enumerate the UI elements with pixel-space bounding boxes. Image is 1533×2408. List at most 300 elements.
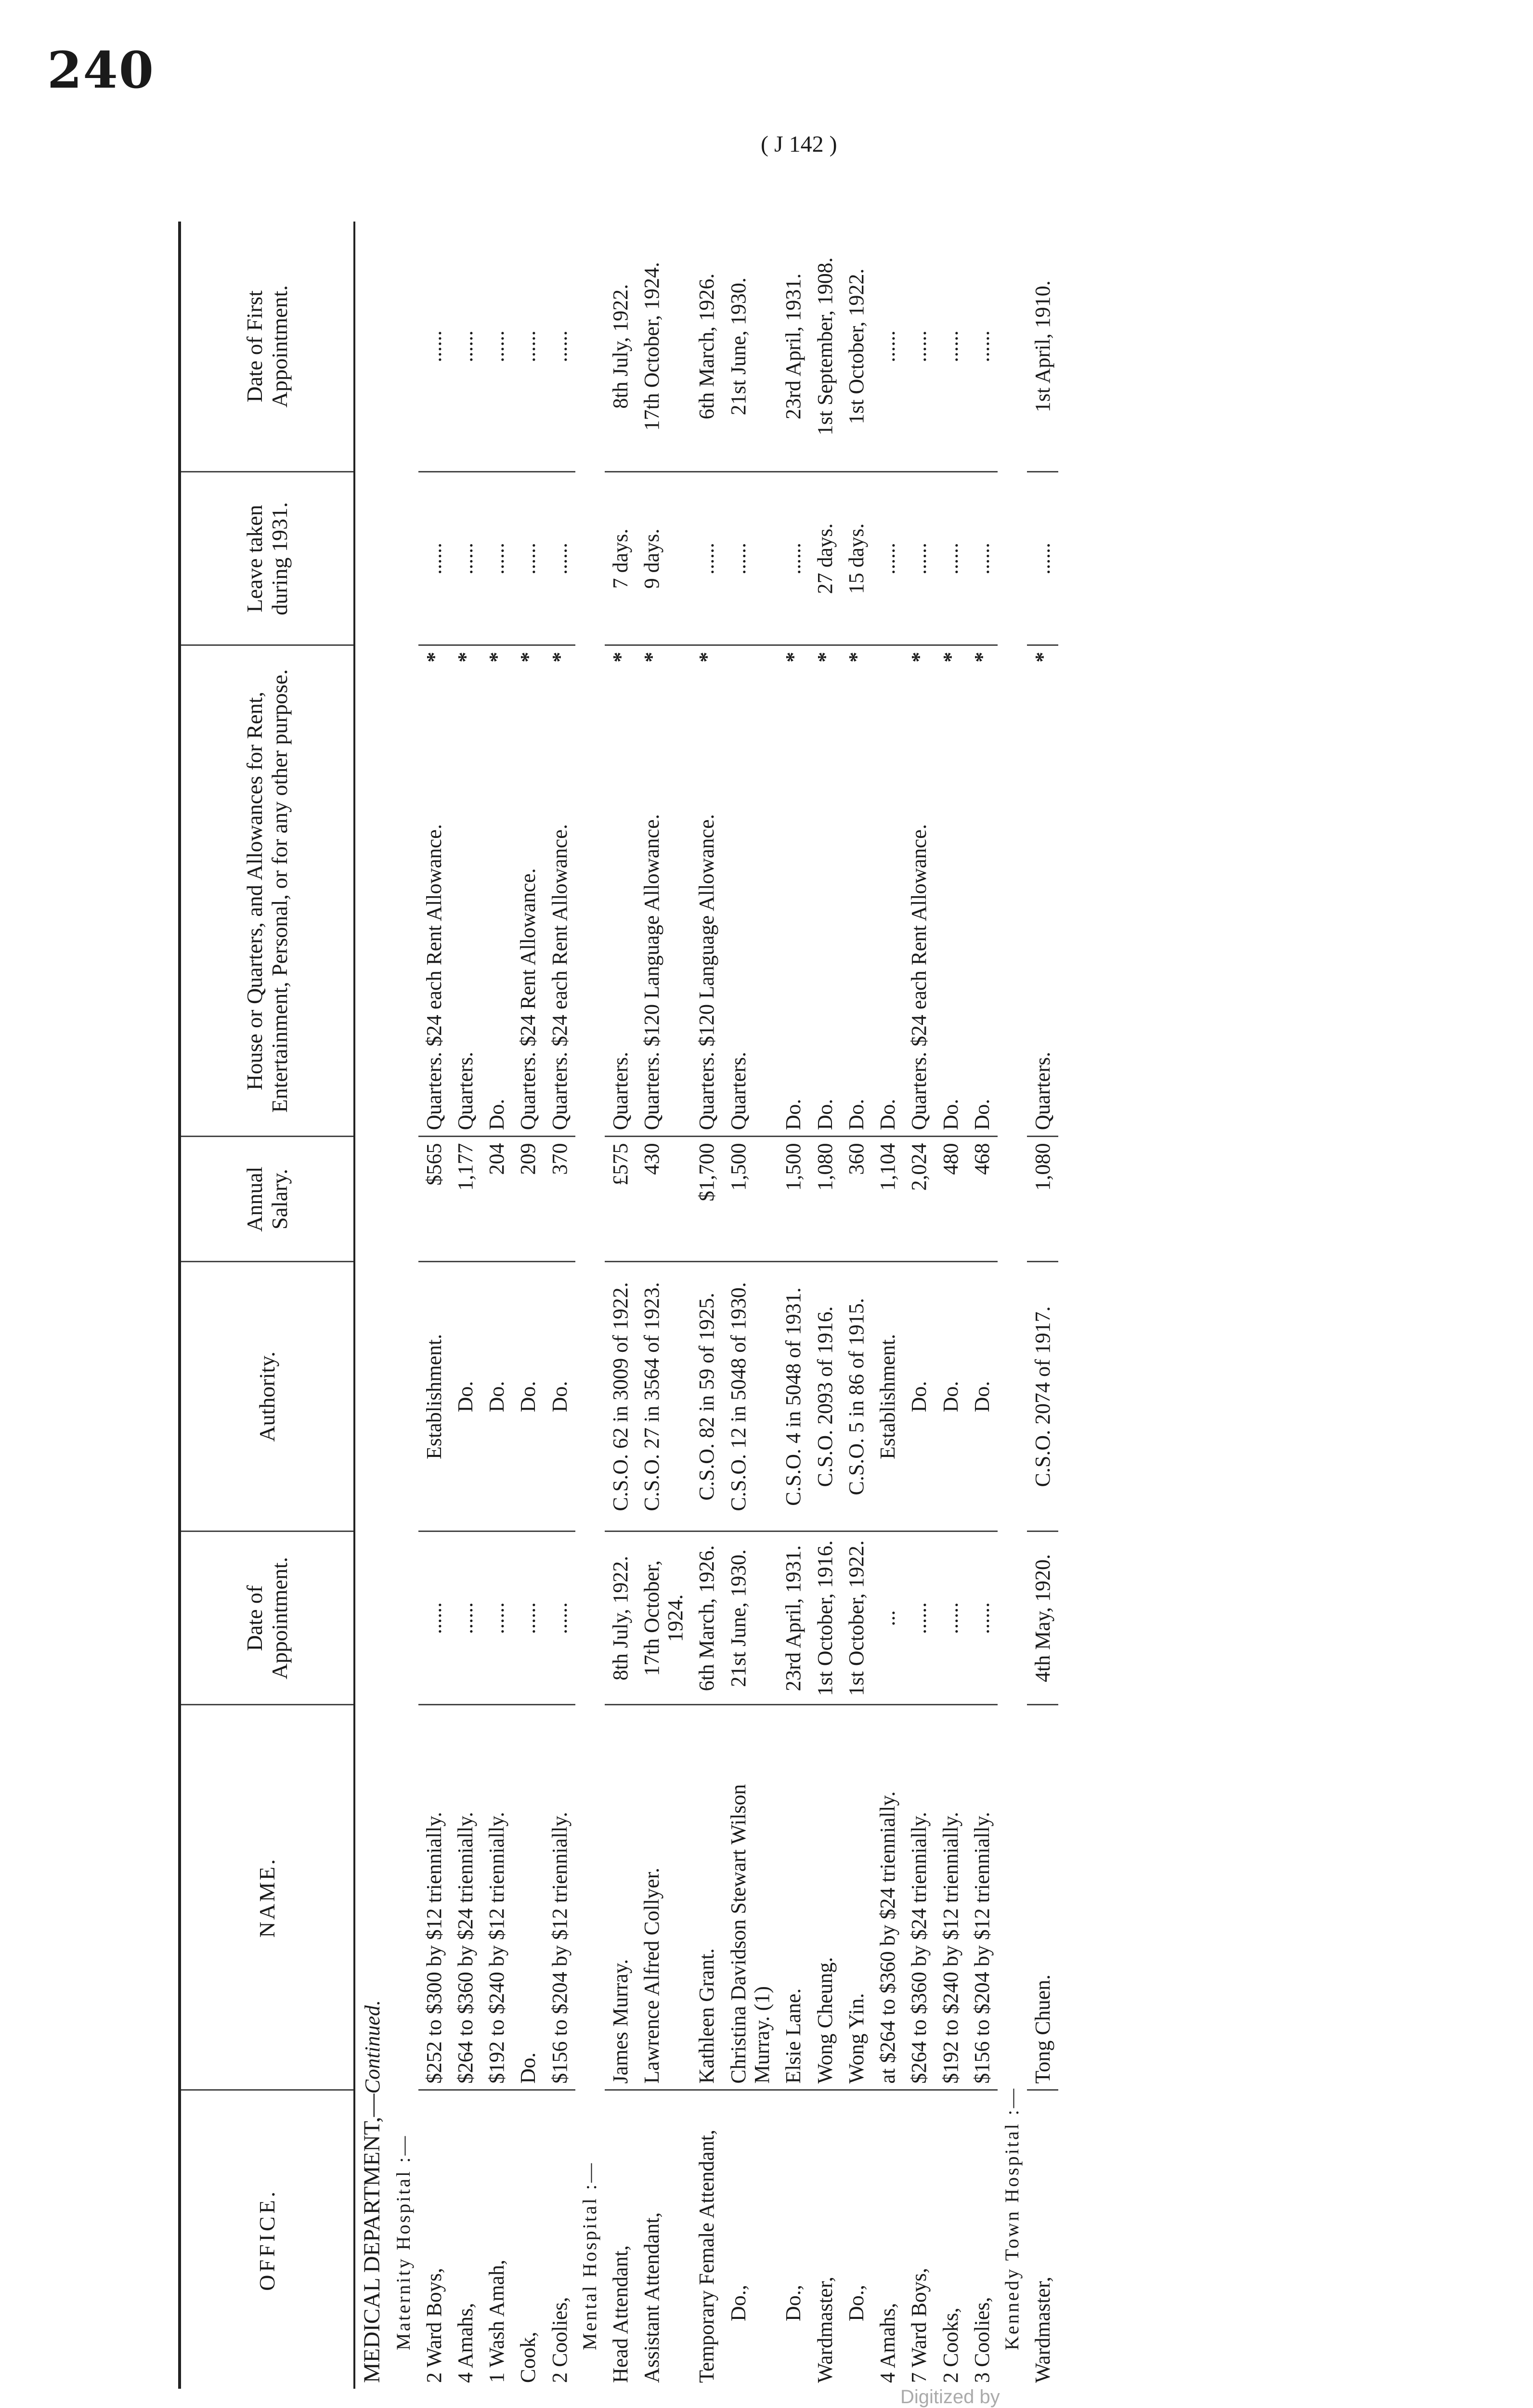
name-cell	[903, 1705, 935, 2090]
authority-cell	[544, 1262, 575, 1531]
section-heading-row	[575, 222, 605, 2389]
name-cell	[512, 1705, 544, 2090]
date-appointment-cell	[481, 1531, 512, 1705]
office-cell-text: 7 Ward Boys,	[907, 2268, 931, 2383]
leave-header: Leave taken during 1931.	[180, 472, 354, 645]
salary-cell	[841, 1137, 872, 1262]
date-appointment-cell-text: 23rd April, 1931.	[781, 1545, 805, 1691]
digitized-label: Digitized by	[900, 2386, 1000, 2408]
allowance-cell-text: Quarters. $24 Rent Allowance.	[516, 868, 540, 1130]
name-cell-text: $192 to $240 by $12 triennially.	[485, 1812, 509, 2084]
salary-cell	[636, 1137, 691, 1262]
office-cell	[966, 2090, 998, 2389]
allowance-cell	[935, 645, 966, 1137]
first-appointment-cell-text: ......	[970, 330, 994, 363]
office-cell-text: 1 Wash Amah,	[485, 2260, 509, 2383]
section-heading-row	[389, 222, 418, 2389]
allowance-cell	[872, 645, 903, 1137]
authority-cell	[691, 1262, 722, 1531]
table-row	[605, 222, 636, 2389]
office-cell	[841, 2090, 872, 2389]
name-header: NAME.	[180, 1705, 354, 2090]
office-cell-text: Do.,	[844, 2285, 868, 2321]
allowance-cell-text: Quarters. $24 each Rent Allowance.	[422, 824, 446, 1130]
date-appointment-cell-text: ......	[422, 1602, 446, 1634]
authority-cell-text: Do.	[970, 1381, 994, 1413]
allowances-header: House or Quarters, and Allowances for Rent, Entertainment, Personal, or for any other purpose.	[180, 645, 354, 1137]
footnote-star: *	[608, 652, 632, 663]
salary-cell	[809, 1137, 841, 1262]
first-appointment-cell	[966, 222, 998, 472]
office-cell-text: Assistant Attendant,	[639, 2212, 663, 2383]
authority-cell	[450, 1262, 481, 1531]
page-reference: ( J 142 )	[761, 131, 837, 157]
leave-cell-text: 9 days.	[639, 528, 663, 589]
authority-cell-text: Do.	[485, 1381, 509, 1413]
salary-cell	[691, 1137, 722, 1262]
allowance-cell-text: Do.	[938, 1099, 962, 1130]
table-row	[966, 222, 998, 2389]
date-appointment-cell	[809, 1531, 841, 1705]
authority-cell-text: C.S.O. 5 in 86 of 1915.	[844, 1298, 868, 1495]
salary-cell-text: 360	[844, 1143, 868, 1175]
salary-cell-text: 1,500	[726, 1143, 750, 1191]
date-appointment-cell	[841, 1531, 872, 1705]
first-appointment-cell	[723, 222, 778, 472]
authority-cell	[809, 1262, 841, 1531]
leave-cell-text: ......	[907, 543, 931, 575]
allowance-cell	[450, 645, 481, 1137]
name-cell	[723, 1705, 778, 2090]
name-cell-text: at $264 to $360 by $24 triennially.	[876, 1791, 900, 2084]
section-heading: Kennedy Town Hospital :—	[1001, 2087, 1023, 2350]
leave-cell	[903, 472, 935, 645]
date-appointment-cell	[778, 1531, 809, 1705]
salary-cell-text: 1,080	[1030, 1143, 1054, 1191]
date-appointment-cell-text: 4th May, 1920.	[1030, 1554, 1054, 1683]
first-appointment-cell	[778, 222, 809, 472]
leave-cell-text: ......	[1030, 543, 1054, 575]
footnote-star: *	[781, 652, 805, 663]
office-cell-text: 3 Coolies,	[970, 2297, 994, 2383]
date-appointment-cell	[903, 1531, 935, 1705]
authority-cell-text: Establishment.	[876, 1334, 900, 1460]
leave-cell-text: ......	[876, 543, 900, 575]
leave-cell	[1027, 472, 1058, 645]
name-cell	[691, 1705, 722, 2090]
allowance-cell	[691, 645, 722, 1137]
allowance-cell	[778, 645, 809, 1137]
first-appointment-cell	[691, 222, 722, 472]
office-cell	[809, 2090, 841, 2389]
leave-cell-text: ......	[726, 543, 750, 575]
allowance-cell-text: Quarters.	[453, 1052, 477, 1130]
authority-cell-text: C.S.O. 62 in 3009 of 1922.	[608, 1282, 632, 1511]
authority-cell	[512, 1262, 544, 1531]
salary-cell	[1027, 1137, 1058, 1262]
date-appointment-cell-text: ......	[970, 1602, 994, 1634]
first-appointment-cell-text: 8th July, 1922.	[608, 284, 632, 409]
authority-cell-text: Establishment.	[422, 1334, 446, 1460]
salary-cell-text: $1,700	[695, 1143, 719, 1202]
allowance-cell-text: Quarters.	[726, 1052, 750, 1130]
allowance-cell	[1027, 645, 1058, 1137]
salary-cell-text: 1,080	[813, 1143, 837, 1191]
name-cell-text: Kathleen Grant.	[695, 1948, 719, 2084]
footnote-star: *	[1030, 652, 1054, 663]
first-appointment-cell-text: ......	[938, 330, 962, 363]
leave-cell-text: 7 days.	[608, 528, 632, 589]
date-appointment-cell	[935, 1531, 966, 1705]
leave-cell	[841, 472, 872, 645]
allowance-cell-text: Do.	[844, 1099, 868, 1130]
allowance-cell-text: Do.	[813, 1099, 837, 1130]
leave-cell-text: ......	[695, 543, 719, 575]
office-header: OFFICE.	[180, 2090, 354, 2389]
page-number: 240	[47, 40, 155, 100]
office-cell	[605, 2090, 636, 2389]
date-appointment-cell-text: ...	[876, 1610, 900, 1626]
first-appointment-cell	[450, 222, 481, 472]
office-cell-text: Do.,	[781, 2285, 805, 2321]
allowance-cell-text: Quarters.	[608, 1052, 632, 1130]
authority-cell	[778, 1262, 809, 1531]
allowance-cell-text: Quarters. $24 each Rent Allowance.	[547, 824, 572, 1130]
leave-cell	[481, 472, 512, 645]
footnote-star: *	[516, 652, 540, 663]
date-appointment-cell-text: ......	[547, 1602, 572, 1634]
office-cell-text: Wardmaster,	[813, 2277, 837, 2383]
salary-cell-text: 370	[547, 1143, 572, 1175]
leave-cell	[605, 472, 636, 645]
authority-cell-text: C.S.O. 2074 of 1917.	[1030, 1306, 1054, 1487]
name-cell	[778, 1705, 809, 2090]
office-cell	[723, 2090, 778, 2389]
first-appointment-cell	[636, 222, 691, 472]
date-appointment-cell	[605, 1531, 636, 1705]
table-row	[481, 222, 512, 2389]
name-cell	[1027, 1705, 1058, 2090]
table-row	[636, 222, 691, 2389]
table-row	[841, 222, 872, 2389]
first-appointment-cell-text: 23rd April, 1931.	[781, 273, 805, 419]
table-row	[778, 222, 809, 2389]
name-cell	[481, 1705, 512, 2090]
first-appointment-cell	[512, 222, 544, 472]
office-cell-text: Wardmaster,	[1030, 2277, 1054, 2383]
date-appointment-cell-text: 1st October, 1922.	[844, 1540, 868, 1696]
name-cell-text: $192 to $240 by $12 triennially.	[938, 1812, 962, 2084]
name-cell-text: Lawrence Alfred Collyer.	[639, 1868, 663, 2084]
allowance-cell-text: Do.	[876, 1099, 900, 1130]
footnote-star: *	[639, 652, 663, 663]
authority-cell	[723, 1262, 778, 1531]
allowance-cell	[723, 645, 778, 1137]
section-heading: Mental Hospital :—	[578, 2161, 600, 2350]
name-cell	[605, 1705, 636, 2090]
department-title: MEDICAL DEPARTMENT,—	[359, 2094, 385, 2383]
first-appointment-cell-text: 1st April, 1910.	[1030, 280, 1054, 413]
office-cell-text: Do.,	[726, 2285, 750, 2321]
authority-cell	[966, 1262, 998, 1531]
date-appointment-cell-text: 1st October, 1916.	[813, 1540, 837, 1696]
office-cell-text: Head Attendant,	[608, 2245, 632, 2383]
office-cell	[418, 2090, 450, 2389]
name-cell-text: Tong Chuen.	[1030, 1974, 1054, 2084]
department-continued: Continued.	[361, 2000, 384, 2094]
date-appointment-cell	[544, 1531, 575, 1705]
date-appointment-cell	[450, 1531, 481, 1705]
table-row	[691, 222, 722, 2389]
first-appointment-cell-text: ......	[485, 330, 509, 363]
first-appointment-cell	[935, 222, 966, 472]
authority-cell	[481, 1262, 512, 1531]
allowance-cell	[636, 645, 691, 1137]
section-heading: Maternity Hospital :—	[392, 2134, 414, 2350]
footnote-star: *	[695, 652, 719, 663]
allowance-cell-text: Do.	[781, 1099, 805, 1130]
table-row	[418, 222, 450, 2389]
leave-cell	[450, 472, 481, 645]
table-row	[723, 222, 778, 2389]
allowance-cell	[481, 645, 512, 1137]
first-appointment-cell-text: 6th March, 1926.	[695, 273, 719, 419]
table-row	[872, 222, 903, 2389]
name-cell	[450, 1705, 481, 2090]
leave-cell	[809, 472, 841, 645]
first-appointment-cell-text: ......	[907, 330, 931, 363]
office-cell	[512, 2090, 544, 2389]
date-appointment-cell-text: ......	[453, 1602, 477, 1634]
authority-cell	[418, 1262, 450, 1531]
office-cell	[935, 2090, 966, 2389]
name-cell-text: $264 to $360 by $24 triennially.	[907, 1812, 931, 2084]
leave-cell-text: ......	[547, 543, 572, 575]
salary-cell	[723, 1137, 778, 1262]
office-cell	[872, 2090, 903, 2389]
name-cell	[935, 1705, 966, 2090]
footnote-star: *	[938, 652, 962, 663]
authority-cell	[1027, 1262, 1058, 1531]
leave-cell	[512, 472, 544, 645]
staff-register-table	[178, 222, 1058, 2389]
date-appointment-cell-text: ......	[938, 1602, 962, 1634]
allowance-cell	[809, 645, 841, 1137]
rotated-table-container	[178, 222, 1497, 2389]
name-cell-text: Christina Davidson Stewart Wilson Murray. (1)	[726, 1784, 774, 2084]
first-appointment-cell-text: 21st June, 1930.	[726, 277, 750, 416]
leave-cell	[418, 472, 450, 645]
authority-cell-text: C.S.O. 2093 of 1916.	[813, 1306, 837, 1487]
header-row	[180, 222, 354, 2389]
footnote-star: *	[844, 652, 868, 663]
footnote-star: *	[813, 652, 837, 663]
leave-cell-text: ......	[970, 543, 994, 575]
first-appointment-cell-text: ......	[453, 330, 477, 363]
name-cell-text: $156 to $204 by $12 triennially.	[970, 1812, 994, 2084]
authority-cell	[935, 1262, 966, 1531]
date-appointment-cell	[723, 1531, 778, 1705]
date-appointment-cell-text: ......	[907, 1602, 931, 1634]
leave-cell	[544, 472, 575, 645]
first-appointment-cell	[481, 222, 512, 472]
date-appointment-cell	[636, 1531, 691, 1705]
first-appointment-header: Date of First Appointment.	[180, 222, 354, 472]
name-cell	[636, 1705, 691, 2090]
name-cell-text: $252 to $300 by $12 triennially.	[422, 1812, 446, 2084]
salary-cell-text: 468	[970, 1143, 994, 1175]
salary-cell	[450, 1137, 481, 1262]
salary-cell-text: 2,024	[907, 1143, 931, 1191]
allowance-cell	[966, 645, 998, 1137]
footnote-star: *	[547, 652, 572, 663]
first-appointment-cell	[903, 222, 935, 472]
salary-cell-text: 430	[639, 1143, 663, 1175]
leave-cell-text: ......	[422, 543, 446, 575]
name-cell	[966, 1705, 998, 2090]
table-row	[512, 222, 544, 2389]
digitization-watermark	[900, 2386, 1533, 2408]
authority-cell-text: C.S.O. 27 in 3564 of 1923.	[639, 1282, 663, 1511]
leave-cell-text: ......	[781, 543, 805, 575]
office-cell	[636, 2090, 691, 2389]
authority-cell	[872, 1262, 903, 1531]
authority-cell-text: Do.	[516, 1381, 540, 1413]
authority-cell	[841, 1262, 872, 1531]
name-cell	[872, 1705, 903, 2090]
salary-header: Annual Salary.	[180, 1137, 354, 1262]
salary-cell-text: $565	[422, 1143, 446, 1186]
leave-cell-text: 15 days.	[844, 523, 868, 594]
authority-cell	[605, 1262, 636, 1531]
allowance-cell-text: Quarters. $24 each Rent Allowance.	[907, 824, 931, 1130]
name-cell	[544, 1705, 575, 2090]
allowance-cell-text: Quarters.	[1030, 1052, 1054, 1130]
authority-cell-text: C.S.O. 82 in 59 of 1925.	[695, 1293, 719, 1501]
authority-cell-text: Do.	[453, 1381, 477, 1413]
authority-cell	[636, 1262, 691, 1531]
leave-cell	[691, 472, 722, 645]
first-appointment-cell	[872, 222, 903, 472]
salary-cell-text: 1,500	[781, 1143, 805, 1191]
date-appointment-cell	[1027, 1531, 1058, 1705]
office-cell-text: 2 Coolies,	[547, 2297, 572, 2383]
first-appointment-cell-text: ......	[547, 330, 572, 363]
authority-cell-text: Do.	[907, 1381, 931, 1413]
office-cell	[778, 2090, 809, 2389]
allowance-cell	[903, 645, 935, 1137]
salary-cell-text: £575	[608, 1143, 632, 1186]
salary-cell-text: 204	[485, 1143, 509, 1175]
first-appointment-cell-text: ......	[516, 330, 540, 363]
date-appointment-cell-text: 6th March, 1926.	[695, 1545, 719, 1691]
name-cell-text: Wong Cheung.	[813, 1957, 837, 2084]
office-cell-text: 4 Amahs,	[876, 2303, 900, 2383]
leave-cell	[966, 472, 998, 645]
name-cell-text: $264 to $360 by $24 triennially.	[453, 1812, 477, 2084]
authority-cell	[903, 1262, 935, 1531]
leave-cell	[723, 472, 778, 645]
salary-cell	[605, 1137, 636, 1262]
authority-cell-text: Do.	[547, 1381, 572, 1413]
allowance-cell-text: Quarters. $120 Language Allowance.	[695, 814, 719, 1130]
table-row	[809, 222, 841, 2389]
name-cell-text: Wong Yin.	[844, 1993, 868, 2084]
name-cell-text: James Murray.	[608, 1959, 632, 2084]
authority-cell-text: C.S.O. 12 in 5048 of 1930.	[726, 1282, 750, 1511]
authority-cell-text: Do.	[938, 1381, 962, 1413]
date-appointment-header: Date of Appointment.	[180, 1531, 354, 1705]
office-cell-text: Cook,	[516, 2331, 540, 2383]
office-cell-text: 4 Amahs,	[453, 2303, 477, 2383]
first-appointment-cell-text: 1st September, 1908.	[813, 257, 837, 436]
allowance-cell	[841, 645, 872, 1137]
allowance-cell	[544, 645, 575, 1137]
date-appointment-cell-text: ......	[516, 1602, 540, 1634]
first-appointment-cell	[841, 222, 872, 472]
office-cell	[450, 2090, 481, 2389]
first-appointment-cell	[605, 222, 636, 472]
table-row	[935, 222, 966, 2389]
name-cell-text: Do.	[516, 2052, 540, 2084]
office-cell	[903, 2090, 935, 2389]
name-cell-text: $156 to $204 by $12 triennially.	[547, 1812, 572, 2084]
salary-cell	[418, 1137, 450, 1262]
date-appointment-cell-text: 8th July, 1922.	[608, 1556, 632, 1681]
salary-cell	[966, 1137, 998, 1262]
leave-cell	[872, 472, 903, 645]
office-cell	[544, 2090, 575, 2389]
table-row	[903, 222, 935, 2389]
leave-cell-text: ......	[453, 543, 477, 575]
leave-cell-text: 27 days.	[813, 523, 837, 594]
first-appointment-cell-text: ......	[876, 330, 900, 363]
allowance-cell	[418, 645, 450, 1137]
salary-cell	[512, 1137, 544, 1262]
date-appointment-cell	[872, 1531, 903, 1705]
date-appointment-cell-text: ......	[485, 1602, 509, 1634]
leave-cell-text: ......	[485, 543, 509, 575]
department-heading	[354, 222, 389, 2389]
table-row	[544, 222, 575, 2389]
office-cell	[691, 2090, 722, 2389]
date-appointment-cell	[966, 1531, 998, 1705]
table-body	[354, 222, 1058, 2389]
allowance-cell-text: Do.	[970, 1099, 994, 1130]
office-cell	[481, 2090, 512, 2389]
allowance-cell	[512, 645, 544, 1137]
date-appointment-cell	[691, 1531, 722, 1705]
salary-cell	[778, 1137, 809, 1262]
office-cell-text: Temporary Female Attendant,	[695, 2130, 719, 2383]
salary-cell	[481, 1137, 512, 1262]
salary-cell-text: 480	[938, 1143, 962, 1175]
name-cell	[809, 1705, 841, 2090]
first-appointment-cell	[544, 222, 575, 472]
leave-cell	[935, 472, 966, 645]
authority-header: Authority.	[180, 1262, 354, 1531]
office-cell-text: 2 Cooks,	[938, 2307, 962, 2383]
department-heading-row	[354, 222, 389, 2389]
salary-cell-text: 1,104	[876, 1143, 900, 1191]
allowance-cell-text: Do.	[485, 1099, 509, 1130]
leave-cell-text: ......	[516, 543, 540, 575]
date-appointment-cell	[512, 1531, 544, 1705]
first-appointment-cell	[418, 222, 450, 472]
salary-cell-text: 1,177	[453, 1143, 477, 1191]
leave-cell	[636, 472, 691, 645]
section-heading-row	[998, 222, 1027, 2389]
